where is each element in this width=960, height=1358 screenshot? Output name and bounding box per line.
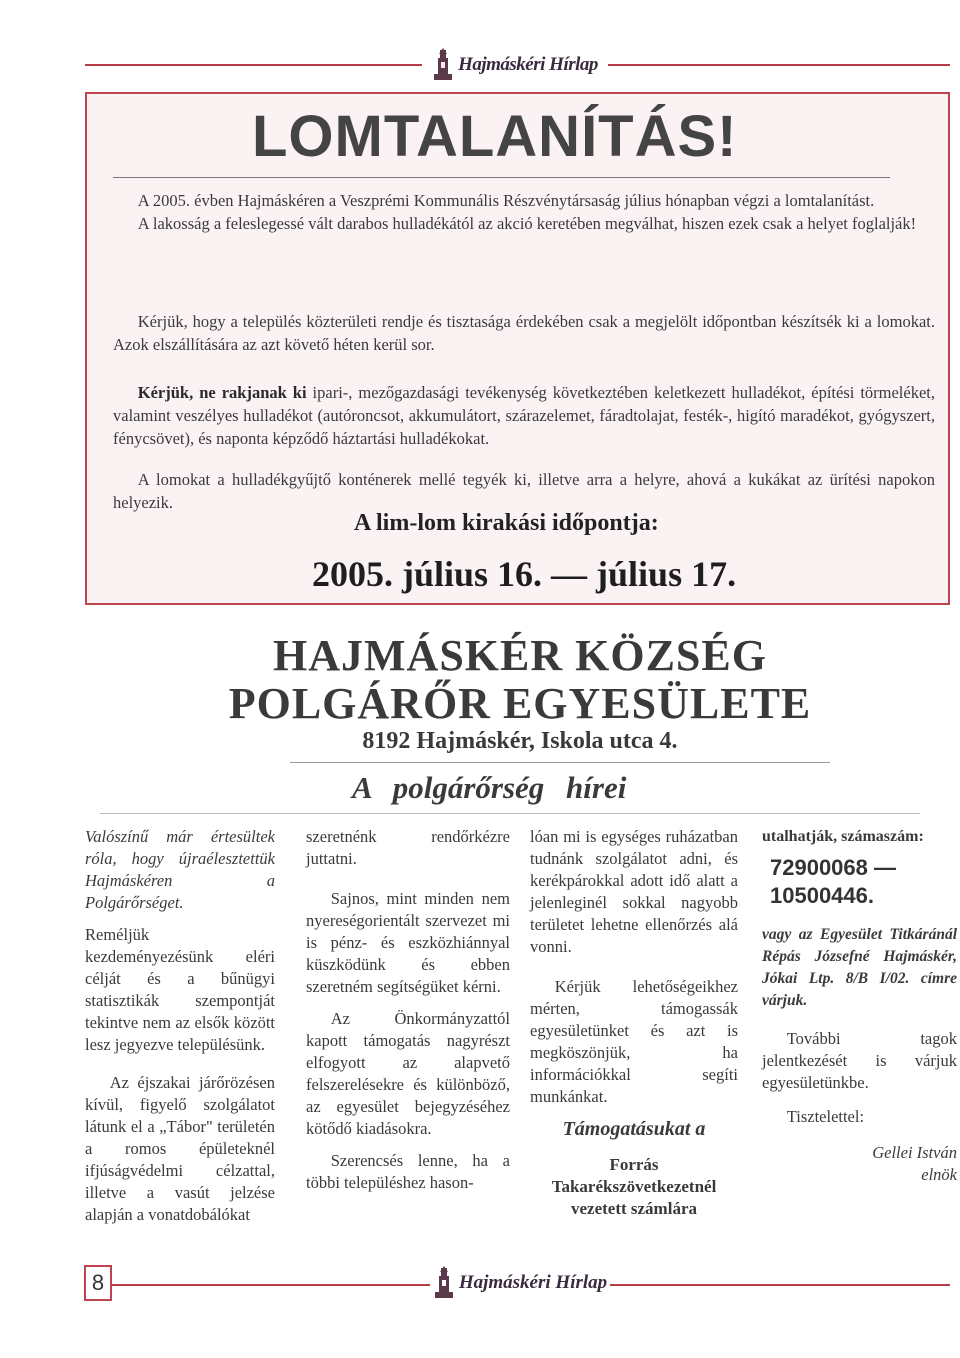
notice-p2: A lakosság a feleslegessé vált darabos hulladékától az akció keretében megválhat, hiszen ezek csak a helyet foglalják!: [137, 214, 917, 233]
col3-p2: Kérjük lehetőségeikhez mérten, támogassák egyesületünket és azt is megköszönjük, ha információkkal segíti munkánkat.: [530, 977, 738, 1106]
col4-address-note: vagy az Egyesület Titkáránál Répás Józsefné Hajmáskér, Jókai Ltp. 8/B I/02. címre várjuk.: [762, 926, 957, 1009]
notice-paragraph-4: [113, 381, 935, 450]
col3-p1: lóan mi is egységes ruházatban tudnánk szolgálatot adni, és kerékpárokkal adott idő alatt a jelenleginél sokkal nagyobb területet lehetne ellenőrzés alá vonni.: [530, 827, 738, 956]
footer-rule-right: [610, 1284, 950, 1286]
signer-role: elnök: [921, 1165, 957, 1184]
title-rule: [113, 177, 890, 178]
col4-account-number: [770, 854, 957, 910]
footer-rule-left: [112, 1284, 430, 1286]
article-column-3: [530, 826, 738, 1230]
notice-p4: ipari-, mezőgazdasági tevékenység következtében keletkezett hulladékot, építési törmeléket, valamint veszélyes hulladékot (autóroncsot, akkumulátort, szárazelemet, fáradtolajat, festék-, higító maradékot, gyógyszert, fénycsövet), és naponta képződő háztartási hulladékokat.: [113, 383, 935, 448]
col2-p3: Az Önkormányzattól kapott támogatás nagyrészt elfogyott az alapvető felszerelésekre és különböző, az egyesület bejegyzéséhez kötődő kiadásokra.: [306, 1009, 510, 1138]
notice-paragraph-1: [113, 189, 935, 235]
association-name-line1: HAJMÁSKÉR KÖZSÉG: [273, 631, 767, 680]
article-title: A polgárőrség hírei: [352, 770, 627, 805]
association-name-line2: POLGÁRŐR EGYESÜLETE: [228, 679, 812, 728]
article-column-2: [306, 826, 510, 1204]
association-address: 8192 Hajmáskér, Iskola utca 4.: [362, 728, 678, 754]
col1-p1: Valószínű már értesültek róla, hogy újraélesztettük Hajmáskéren a Polgárőrséget.: [85, 827, 275, 912]
masthead: [422, 44, 608, 86]
article-column-4: [762, 826, 957, 1196]
col2-p4: Szerencsés lenne, ha a többi településhez hason-: [306, 1151, 510, 1192]
notice-title: LOMTALANÍTÁS!: [252, 104, 738, 169]
col4-signature: [762, 1142, 957, 1186]
masthead-name: Hajmáskéri Hírlap: [458, 54, 598, 75]
date-line: 2005. július 16. — július 17.: [312, 554, 737, 594]
date-heading: A lim-lom kirakási időpontja:: [354, 510, 659, 536]
col4-account-label: utalhatják, számaszám:: [762, 828, 924, 845]
col1-p2: Reméljük kezdeményezésünk eléri célját és a bűnügyi statisztikák szempontját tekintve nem az elsők között lesz jegyezve településünk.: [85, 925, 275, 1054]
account-part-1: 72900068 —: [770, 855, 896, 880]
col4-greeting: Tisztelettel:: [786, 1107, 865, 1126]
notice-p1: A 2005. évben Hajmáskéren a Veszprémi Kommunális Részvénytársaság július hónapban végzi a lomtalanítást.: [137, 191, 875, 210]
footer-masthead: [430, 1262, 610, 1304]
page-number: 8: [84, 1265, 112, 1301]
section-rule-bottom: [100, 813, 920, 814]
notice-p4-lead: Kérjük, ne rakjanak ki: [137, 383, 307, 402]
notice-p5: A lomokat a hulladékgyűjtő konténerek mellé tegyék ki, illetve arra a helyre, ahová a kukákat az ürítési napokon helyezik.: [113, 470, 935, 512]
church-icon: [432, 48, 454, 82]
church-icon: [433, 1266, 455, 1300]
article-column-1: [85, 826, 275, 1236]
col3-support-heading: Támogatásukat a: [562, 1118, 706, 1140]
account-part-2: 10500446.: [770, 883, 874, 908]
col3-bank-line: Forrás Takarékszövetkezetnél vezetett számlára: [551, 1155, 717, 1218]
signer-name: Gellei István: [872, 1143, 957, 1162]
notice-paragraph-5: [113, 468, 935, 514]
notice-paragraph-3: [113, 310, 935, 356]
col2-p2: Sajnos, mint minden nem nyereségorientált szervezet mi is pénz- és eszközhiánnyal küszködünk és ebben szeretném segítségüket kérni.: [306, 889, 510, 996]
section-rule-top: [290, 762, 830, 763]
col2-p1: szeretnénk rendőrkézre juttatni.: [306, 827, 510, 868]
notice-p3: Kérjük, hogy a település közterületi rendje és tisztasága érdekében csak a megjelölt időpontban készítsék ki a lomokat. Azok elszállítására az azt követő héten kerül sor.: [113, 312, 935, 354]
col4-members-note: További tagok jelentkezését is várjuk egyesületünkbe.: [762, 1029, 957, 1092]
header-rule-right: [608, 64, 950, 66]
footer-masthead-name: Hajmáskéri Hírlap: [458, 1272, 608, 1293]
header-rule-left: [85, 64, 422, 66]
col1-p3: Az éjszakai járőrözésen kívül, figyelő szolgálatot látunk el a „Tábor" területén a romos épületeknél ifjúságvédelmi célzattal, illetve a vasút jelzése alapján a vonatdobálókat: [85, 1073, 275, 1224]
